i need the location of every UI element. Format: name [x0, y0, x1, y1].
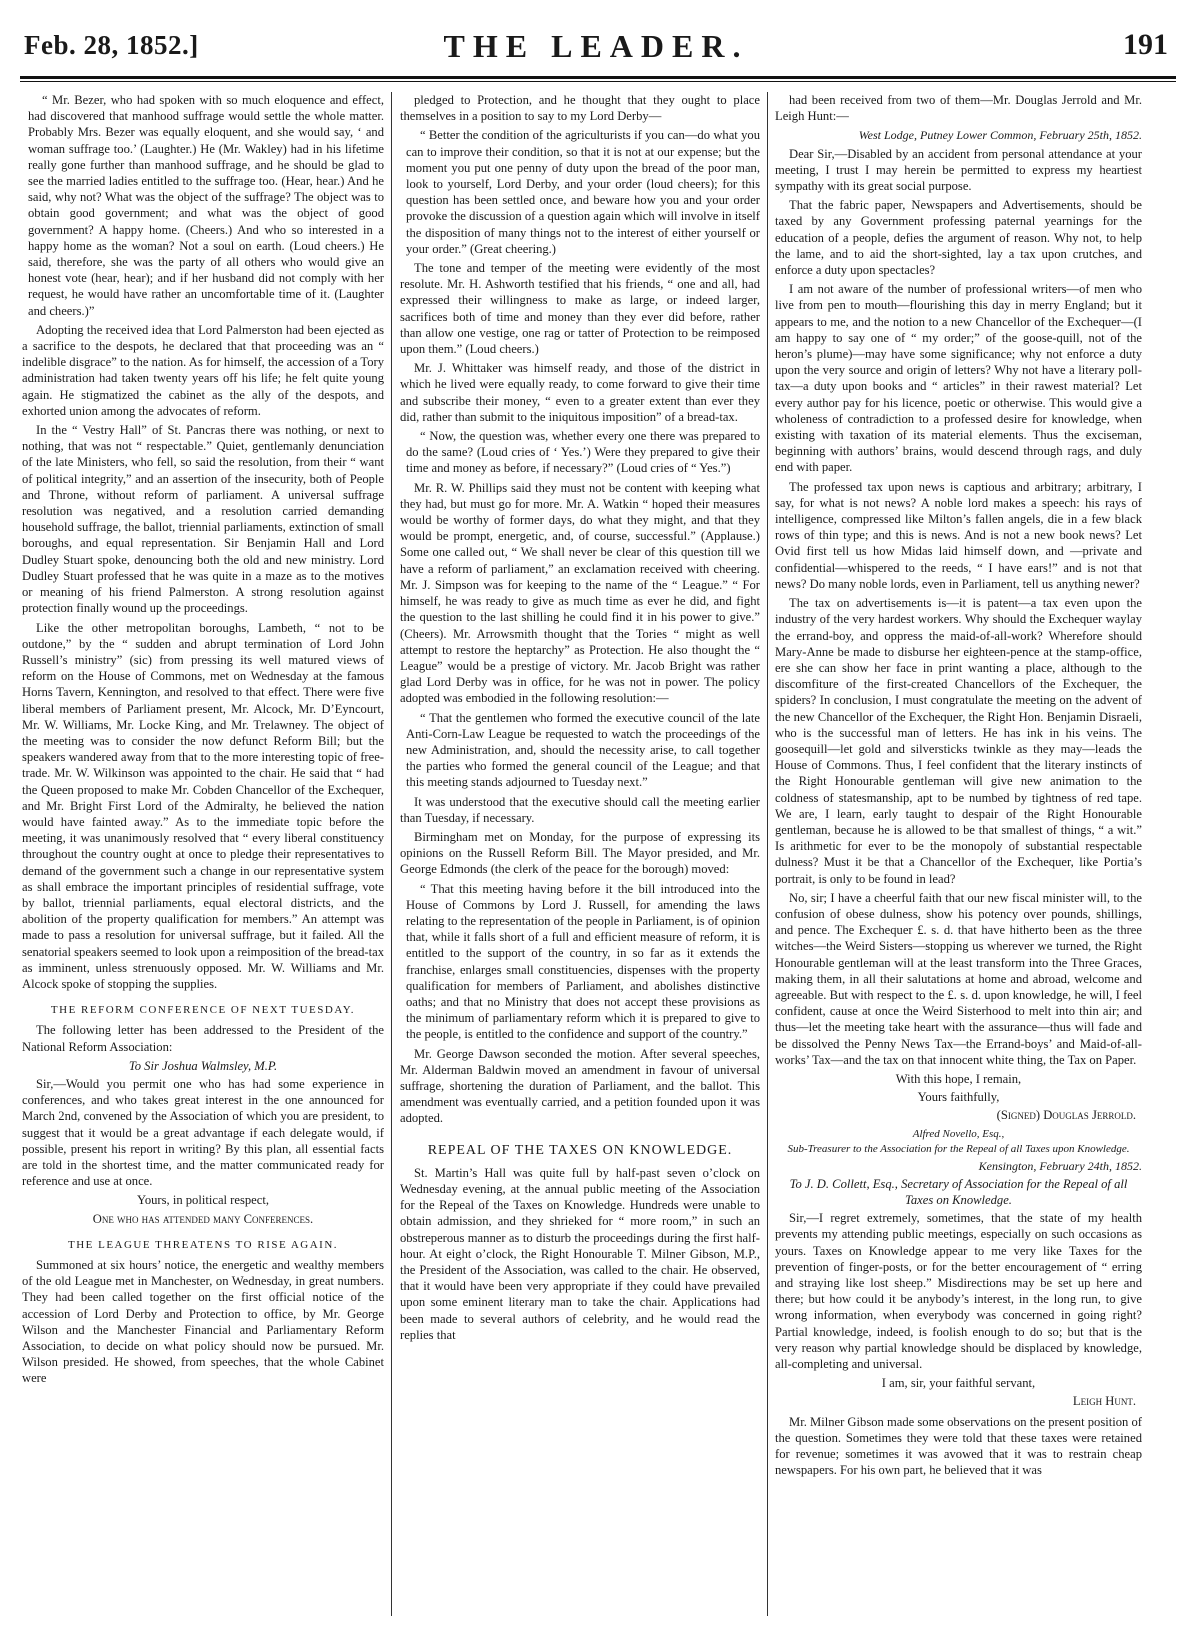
section-heading: THE REFORM CONFERENCE OF NEXT TUESDAY. — [50, 1004, 356, 1017]
paragraph: It was understood that the executive should call the meeting earlier than Tuesday, if necessary. — [400, 794, 760, 825]
paragraph: Birmingham met on Monday, for the purpose of expressing its opinions on the Russell Reform Bill. The Mayor presided, and Mr. George Edmonds (the clerk of the peace for the borough) moved: — [400, 829, 760, 877]
letter-addressee: To J. D. Collett, Esq., Secretary of Association for the Repeal of all Taxes on Knowledge. — [789, 1176, 1128, 1207]
column-1 — [22, 92, 384, 1618]
masthead-rule-thin — [20, 81, 1176, 82]
paragraph: The tax on advertisements is—it is patent—a tax even upon the industry of the very hardest workers. Why should the Exchequer waylay the errand-boy, and oppress the maid-of-all-work? Wherefore should Mary-Anne be made to disburse her eighteen-pence at the stamp-office, ere she can show her face in print wanting a place, although to the discomfiture of the first-created Chancellors of the Exchequer, the spiders? In conclusion, I must congratulate the meeting on the advent of the new Chancellor of the Exchequer, the Right Hon. Benjamin Disraeli, who is the successful man of letters. He has ink in his veins. The goosequill—let gold and silversticks twinkle as they may—leads the House of Commons. Thus, I feel confident that the literary instincts of the Right Honourable gentleman will give new animation to the coldness of statesmanship, apt to be numbed by tightness of red tape. We are, I learn, early taught to despair of the Right Honourable gentleman, because he is allowed to be that smallest of things, “ a wit.” Is arithmetic for ever to be the monopoly of substantial respectable dulness? Must it be that a Chancellor of the Exchequer, like Portia’s portrait, is only to be found in lead? — [775, 596, 1142, 886]
section-heading: REPEAL OF THE TAXES ON KNOWLEDGE. — [427, 1142, 733, 1158]
paragraph: Sir,—I regret extremely, sometimes, that the state of my health prevents my attending public meetings, especially on such occasions as yours. Taxes on Knowledge appear to me very like Taxes for the prevention of finger-posts, or for the better encouragement of “ erring and straying like lost sheep.” Misdirections may be set up here and there; but how could it be anybody’s interest, in the long run, to give wrong information, when everybody was concerned in going right? Partial knowledge, indeed, is foolish enough to do so; but that is the very reason why partial knowledge should be displaced by knowledge, all-completing and universal. — [775, 1211, 1142, 1372]
masthead — [18, 18, 1174, 74]
page-number: 191 — [1123, 28, 1168, 61]
quotation: “ That this meeting having before it the bill introduced into the House of Commons by Lord J. Russell, for amending the laws relating to the representation of the people in Parliament, is of opinion that, while it falls short of a full and efficient measure of reform, it is entitled to the support of the country, in so far as it extends the franchise, enlarges small constituencies, dispenses with the property qualification for members of Parliament, and abolishes distinctive oaths; and that no Ministry that does not accept these provisions as the minimum of parliamentary reform which it is prepared to give to the people, is entitled to the confidence and support of the country.” — [406, 881, 760, 1042]
column-divider — [767, 92, 768, 1616]
paragraph: “ Mr. Bezer, who had spoken with so much eloquence and effect, had discovered that manhood suffrage would settle the whole matter. Probably Mrs. Bezer was equally eloquent, and she would say, ‘ and woman suffrage too.’ (Laughter.) He (Mr. Wakley) had in his lifetime really gone further than manhood suffrage, and he should be glad to see the married ladies entitled to the suffrage too. (Hear, hear.) And he said, why not? What was the object of the suffrage? The object was to obtain good government; and what was the object of good government? A happy home. (Cheers.) And who so interested in a happy home as the woman? Not a soul on earth. (Loud cheers.) He said, therefore, she was the party of all others who would give an honest vote (hear, hear); and if her husband did not comply with her request, he would have rather an uncomfortable time of it. (Laughter and cheers.)” — [28, 93, 384, 318]
paragraph: pledged to Protection, and he thought that they ought to place themselves in a position to say to my Lord Derby— — [400, 93, 760, 124]
letter-signature: (Signed) Douglas Jerrold. — [996, 1108, 1136, 1123]
column-2 — [400, 92, 760, 1618]
paragraph: The tone and temper of the meeting were evidently of the most resolute. Mr. H. Ashworth testified that his friends, “ one and all, had expressed their willingness to make as large, or indeed larger, sacrifices both of time and money than they ever did before, rather than allow one vestige, one rag or tatter of Protection to be reimposed upon them.” (Loud cheers.) — [400, 261, 760, 357]
paragraph: Mr. Milner Gibson made some observations on the present position of the question. Sometimes they were told that these taxes were retained for revenue; sometimes it was avowed that it was to restrain cheap newspapers. For his own part, he believed that it was — [775, 1414, 1142, 1478]
paragraph: Mr. J. Whittaker was himself ready, and those of the district in which he lived were equally ready, to come forward to give their time and subscribe their money, “ even to a greater extent than ever they did, rather than submit to the iniquitous imposition” of a bread-tax. — [400, 361, 760, 424]
letter-closing: With this hope, I remain, — [895, 1071, 1022, 1086]
letter-recipient-title: Sub-Treasurer to the Association for the Repeal of all Taxes upon Knowledge. — [787, 1142, 1130, 1155]
masthead-rule — [20, 76, 1176, 79]
letter-signature: One who has attended many Conferences. — [92, 1211, 314, 1226]
paragraph: In the “ Vestry Hall” of St. Pancras there was nothing, or next to nothing, that was not “ respectable.” Quiet, gentlemanly denunciation of the late Ministers, who fell, so said the resolution, from their “ want of political integrity,” and an assertion of the insecurity, both of People and Throne, without reform of parliament. A universal suffrage resolution was negatived, and a resolution carried demanding household suffrage, the ballot, triennial parliaments, extinction of small boroughs, and equal representation. Sir Benjamin Hall and Lord Dudley Stuart spoke, denouncing both the old and new ministry. Lord Dudley Stuart professed that he was quite in a maze as to the motives or meaning of his friend Palmerston. A strong resolution against protection finally wound up the proceedings. — [22, 423, 384, 616]
newspaper-title: THE LEADER. — [443, 28, 749, 64]
paragraph: Sir,—Would you permit one who has had some experience in conferences, and who takes great interest in the one announced for March 2nd, convened by the Association of which you are president, to suggest that it would be a great advantage if each delegate would, if possible, present his report in writing? By this plan, all essential facts are told in the shortest time, and the matter communicated ready for reference and use at once. — [22, 1076, 384, 1189]
paragraph: Adopting the received idea that Lord Palmerston had been ejected as a sacrifice to the despots, he declared that that proceeding was an “ indelible disgrace” to the nation. As for himself, the accession of a Tory administration had taken twenty years off his life; he felt quite young again. He stigmatized the cabinet as the ally of the despots, and exhorted union among the advocates of reform. — [22, 322, 384, 418]
quotation: “ That the gentlemen who formed the executive council of the late Anti-Corn-Law League be requested to watch the proceedings of the new Administration, and, should the necessity arise, to call together the parties who formed the general council of the League; and that this meeting stands adjourned to Tuesday next.” — [406, 710, 760, 790]
paragraph: I am not aware of the number of professional writers—of men who live from pen to mouth—flourishing this day in merry England; but it appears to me, and the notion to a new Chancellor of the Exchequer—(I am happy to say one of “ my order;” of the goose-quill, not of the heron’s plume)—may have some significance; why not enforce a duty upon the very source and origin of letters? Why not have a literary poll-tax—a duty upon books and “ articles” in their rawest material? Let every author pay for his licence, poetic or otherwise. This would give a wholeness of contradiction to a professed desire for knowledge, when existing with taxation of its material elements. Thus the exciseman, beginning with authors’ brains, would descend through rags, and duly end with paper. — [775, 282, 1142, 475]
letter-closing: Yours faithfully, — [917, 1090, 1000, 1105]
paragraph: Summoned at six hours’ notice, the energetic and wealthy members of the old League met in Manchester, on Wednesday, in great numbers. They had been called together on the first official notice of the accession of Lord Derby and Protection to office, by Mr. George Wilson and the Manchester Financial and Parliamentary Reform Association, to decide on what policy should now be pursued. Mr. Wilson presided. He showed, from speeches, that the whole Cabinet were — [22, 1258, 384, 1386]
paragraph: Like the other metropolitan boroughs, Lambeth, “ not to be outdone,” by the “ sudden and abrupt termination of Lord John Russell’s ministry” (sic) from pressing its well matured views of reform on the House of Commons, met on Wednesday at the famous Horns Tavern, Kennington, and resolved to that effect. There were five liberal members of Parliament present, Mr. Alcock, Mr. D’Eyncourt, Mr. W. Williams, Mr. Locke King, and Mr. Trelawney. The object of the meeting was to consider the now defunct Reform Bill; but the speakers wandered away from that to the more interesting topic of free-trade. Mr. W. Wilkinson was appointed to the chair. He said that “ had the Queen proposed to make Mr. Cobden Chancellor of the Exchequer, and Mr. Bright First Lord of the Admiralty, he believed the nation would have fainted away.” As to the immediate topic before the meeting, it was unanimously resolved that “ every liberal constituency throughout the country ought at once to pledge their representatives to demand of the government such a change in our representative system as shall embrace the important principles of residential suffrage, vote by ballot, triennial parliaments, equal electoral districts, and the abolition of the property qualification for members.” An attempt was made to pass a resolution for universal suffrage, but it failed. All the senatorial speakers seemed to look upon a reimposition of the bread-tax as imminent, unless strenuously opposed. Mr. W. Williams and Mr. Alcock spoke of stopping the supplies. — [22, 620, 384, 991]
paragraph: No, sir; I have a cheerful faith that our new fiscal minister will, to the confusion of obese dulness, show his potency over pounds, shillings, and pence. The Exchequer £. s. d. that have hitherto been as the three witches—the Weird Sisters—stopping us wherever we turned, the Right Honourable gentleman will at the least transform into the Three Graces, making them, in all their salutations at home and abroad, welcome and agreeable. But with respect to the £. s. d. upon knowledge, he will, I feel confident, cause at once the Weird Sisterhood to melt into thin air; and thus—let the meeting take heart with the assurance—thus will fade and be dissolved the Penny News Tax—the Errand-boys’ and Maid-of-all-works’ Tax—and the tax on that innocent white thing, the Tax on Paper. — [775, 890, 1142, 1067]
paragraph: Mr. George Dawson seconded the motion. After several speeches, Mr. Alderman Baldwin moved an amendment in favour of universal suffrage, shortening the duration of Parliament, and the ballot. This amendment was eventually carried, and a petition founded upon it was adopted. — [400, 1046, 760, 1126]
paragraph: The professed tax upon news is captious and arbitrary; arbitrary, I say, for what is not news? A noble lord makes a speech: his rays of intelligence, compressed like Milton’s fallen angels, die in a few black rows of thin type; and this is news. And is not a new book news? Let Ovid first tell us how Midas laid himself down, and —private and confidential—whispered to the reeds, “ I have ears!” and is not that news? Do many noble lords, even in Parliament, tell us anything newer? — [775, 479, 1142, 591]
column-divider — [391, 92, 392, 1616]
quotation: “ Better the condition of the agriculturists if you can—do what you can to improve their condition, so that it is not at our expense; but the moment you put one penny of duty upon the bread of the poor man, look to yourself, Lord Derby, and your order (loud cheers); for this question has been settled once, and beware how you and your order provoke the discussion of a question again which will involve in itself the disposition of many things not to the interest of either yourself or your order.” (Great cheering.) — [406, 128, 760, 256]
letter-signature: Leigh Hunt. — [1072, 1394, 1136, 1409]
letter-recipient: Alfred Novello, Esq., — [912, 1127, 1005, 1140]
letter-address: Kensington, February 24th, 1852. — [978, 1158, 1142, 1173]
paragraph: St. Martin’s Hall was quite full by half-past seven o’clock on Wednesday evening, at the annual public meeting of the Association for the Repeal of the Taxes on Knowledge. Hundreds were unable to obtain admission, and they shrieked for “ more room,” in such an obstreperous manner as to disturb the proceedings during the first half-hour. At eight o’clock, the Right Honourable T. Milner Gibson, M.P., the President of the Association, was called to the chair. He observed, that it would have been very appropriate if they could have prevailed upon some eminent literary man to take the chair. Applications had been made to several authors of celebrity, and he would read the replies that — [400, 1165, 760, 1342]
letter-closing: I am, sir, your faithful servant, — [881, 1376, 1036, 1391]
column-3 — [775, 92, 1142, 1618]
paragraph: That the fabric paper, Newspapers and Advertisements, should be taxed by any Government professing paternal yearnings for the education of a people, defies the argument of reason. Why not, to help the lame, and to aid the short-sighted, lay a tax upon crutches, and enforce a duty upon spectacles? — [775, 198, 1142, 278]
letter-closing: Yours, in political respect, — [137, 1193, 269, 1208]
paragraph: Dear Sir,—Disabled by an accident from personal attendance at your meeting, I trust I may herein be permitted to express my heartiest sympathy with its great social purpose. — [775, 146, 1142, 194]
paragraph: had been received from two of them—Mr. Douglas Jerrold and Mr. Leigh Hunt:— — [775, 93, 1142, 124]
section-heading: THE LEAGUE THREATENS TO RISE AGAIN. — [67, 1238, 339, 1251]
paragraph: Mr. R. W. Phillips said they must not be content with keeping what they had, but must go for more. Mr. A. Watkin “ hoped their measures would be worthy of former days, do what they might, and that they would be prompt, energetic, and, of course, successful.” (Applause.) Some one called out, “ We shall never be clear of this question till we have a reform of parliament,” an exclamation received with cheering. Mr. J. Simpson was for keeping to the name of the “ League.” “ For himself, he was ready to give as much time as ever he did, and fight the question to the last shilling he could find it in his power to give.” (Cheers). Mr. Arrowsmith thought that the Tories “ might as well attempt to restore the heptarchy” as Protection. He also thought the “ League” would be a prestige of victory. Mr. Jacob Bright was rather glad Lord Derby was in office, for he was not in power. The policy adopted was embodied in the following resolution:— — [400, 480, 760, 706]
issue-date: Feb. 28, 1852.] — [24, 30, 199, 60]
quotation: “ Now, the question was, whether every one there was prepared to do the same? (Loud cries of ‘ Yes.’) Were they prepared to give their time and money as before, if necessary?” (Loud cries of “ Yes.”) — [406, 429, 760, 476]
letter-addressee: To Sir Joshua Walmsley, M.P. — [128, 1058, 278, 1073]
paragraph: The following letter has been addressed to the President of the National Reform Association: — [22, 1023, 384, 1054]
letter-address: West Lodge, Putney Lower Common, February 25th, 1852. — [858, 128, 1142, 143]
